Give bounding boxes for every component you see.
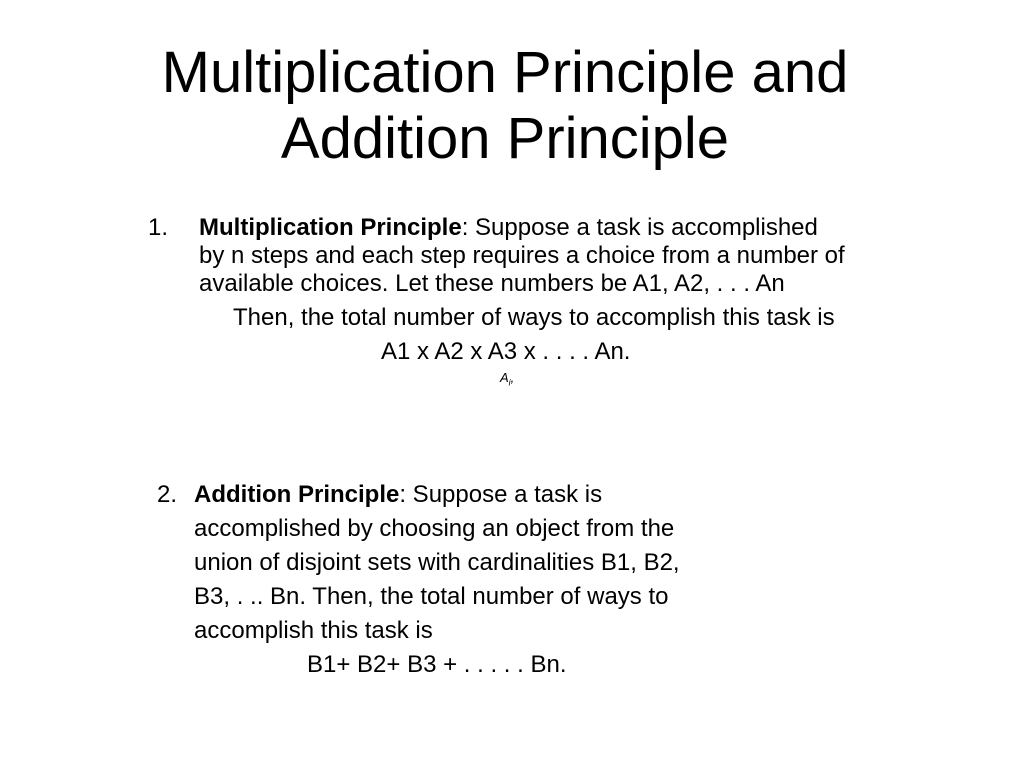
multiplication-principle-text: : Suppose a task is accomplished by n steps and each step requires a choice from a number of available choices. Let these numbers be A1, A2, . . . An	[199, 214, 845, 297]
addition-principle-line-4: B3, . .. Bn. Then, the total number of ways to	[194, 583, 669, 610]
slide-title-line-2: Addition Principle	[280, 106, 730, 171]
stray-equation-artifact	[500, 371, 514, 390]
multiplication-principle-term: Multiplication Principle	[199, 214, 462, 241]
addition-principle-item	[157, 478, 857, 682]
addition-principle-term: Addition Principle	[194, 481, 400, 508]
multiplication-principle-body	[199, 214, 848, 366]
addition-principle-line-3: union of disjoint sets with cardinalities B1, B2,	[194, 549, 680, 576]
addition-principle-line-1-text: : Suppose a task is	[399, 481, 603, 508]
multiplication-principle-item	[148, 214, 848, 366]
item-number-1: 1.	[148, 214, 169, 241]
addition-principle-line-1	[194, 478, 857, 512]
artifact-subscript: i	[508, 377, 511, 388]
item-number-2: 2.	[157, 481, 178, 508]
multiplication-principle-definition	[199, 214, 848, 298]
slide-title-line-1: Multiplication Principle and	[161, 40, 849, 105]
multiplication-principle-then: Then, the total number of ways to accomplish this task is	[233, 304, 835, 331]
addition-principle-line-2: accomplished by choosing an object from the	[194, 515, 675, 542]
artifact-comma: ,	[510, 370, 515, 385]
slide-title	[0, 40, 1010, 172]
addition-formula: B1+ B2+ B3 + . . . . . Bn.	[307, 651, 567, 678]
multiplication-formula: A1 x A2 x A3 x . . . . An.	[381, 338, 631, 365]
artifact-letter: A	[500, 370, 509, 385]
addition-principle-body	[194, 478, 857, 682]
addition-principle-line-5: accomplish this task is	[194, 617, 433, 644]
